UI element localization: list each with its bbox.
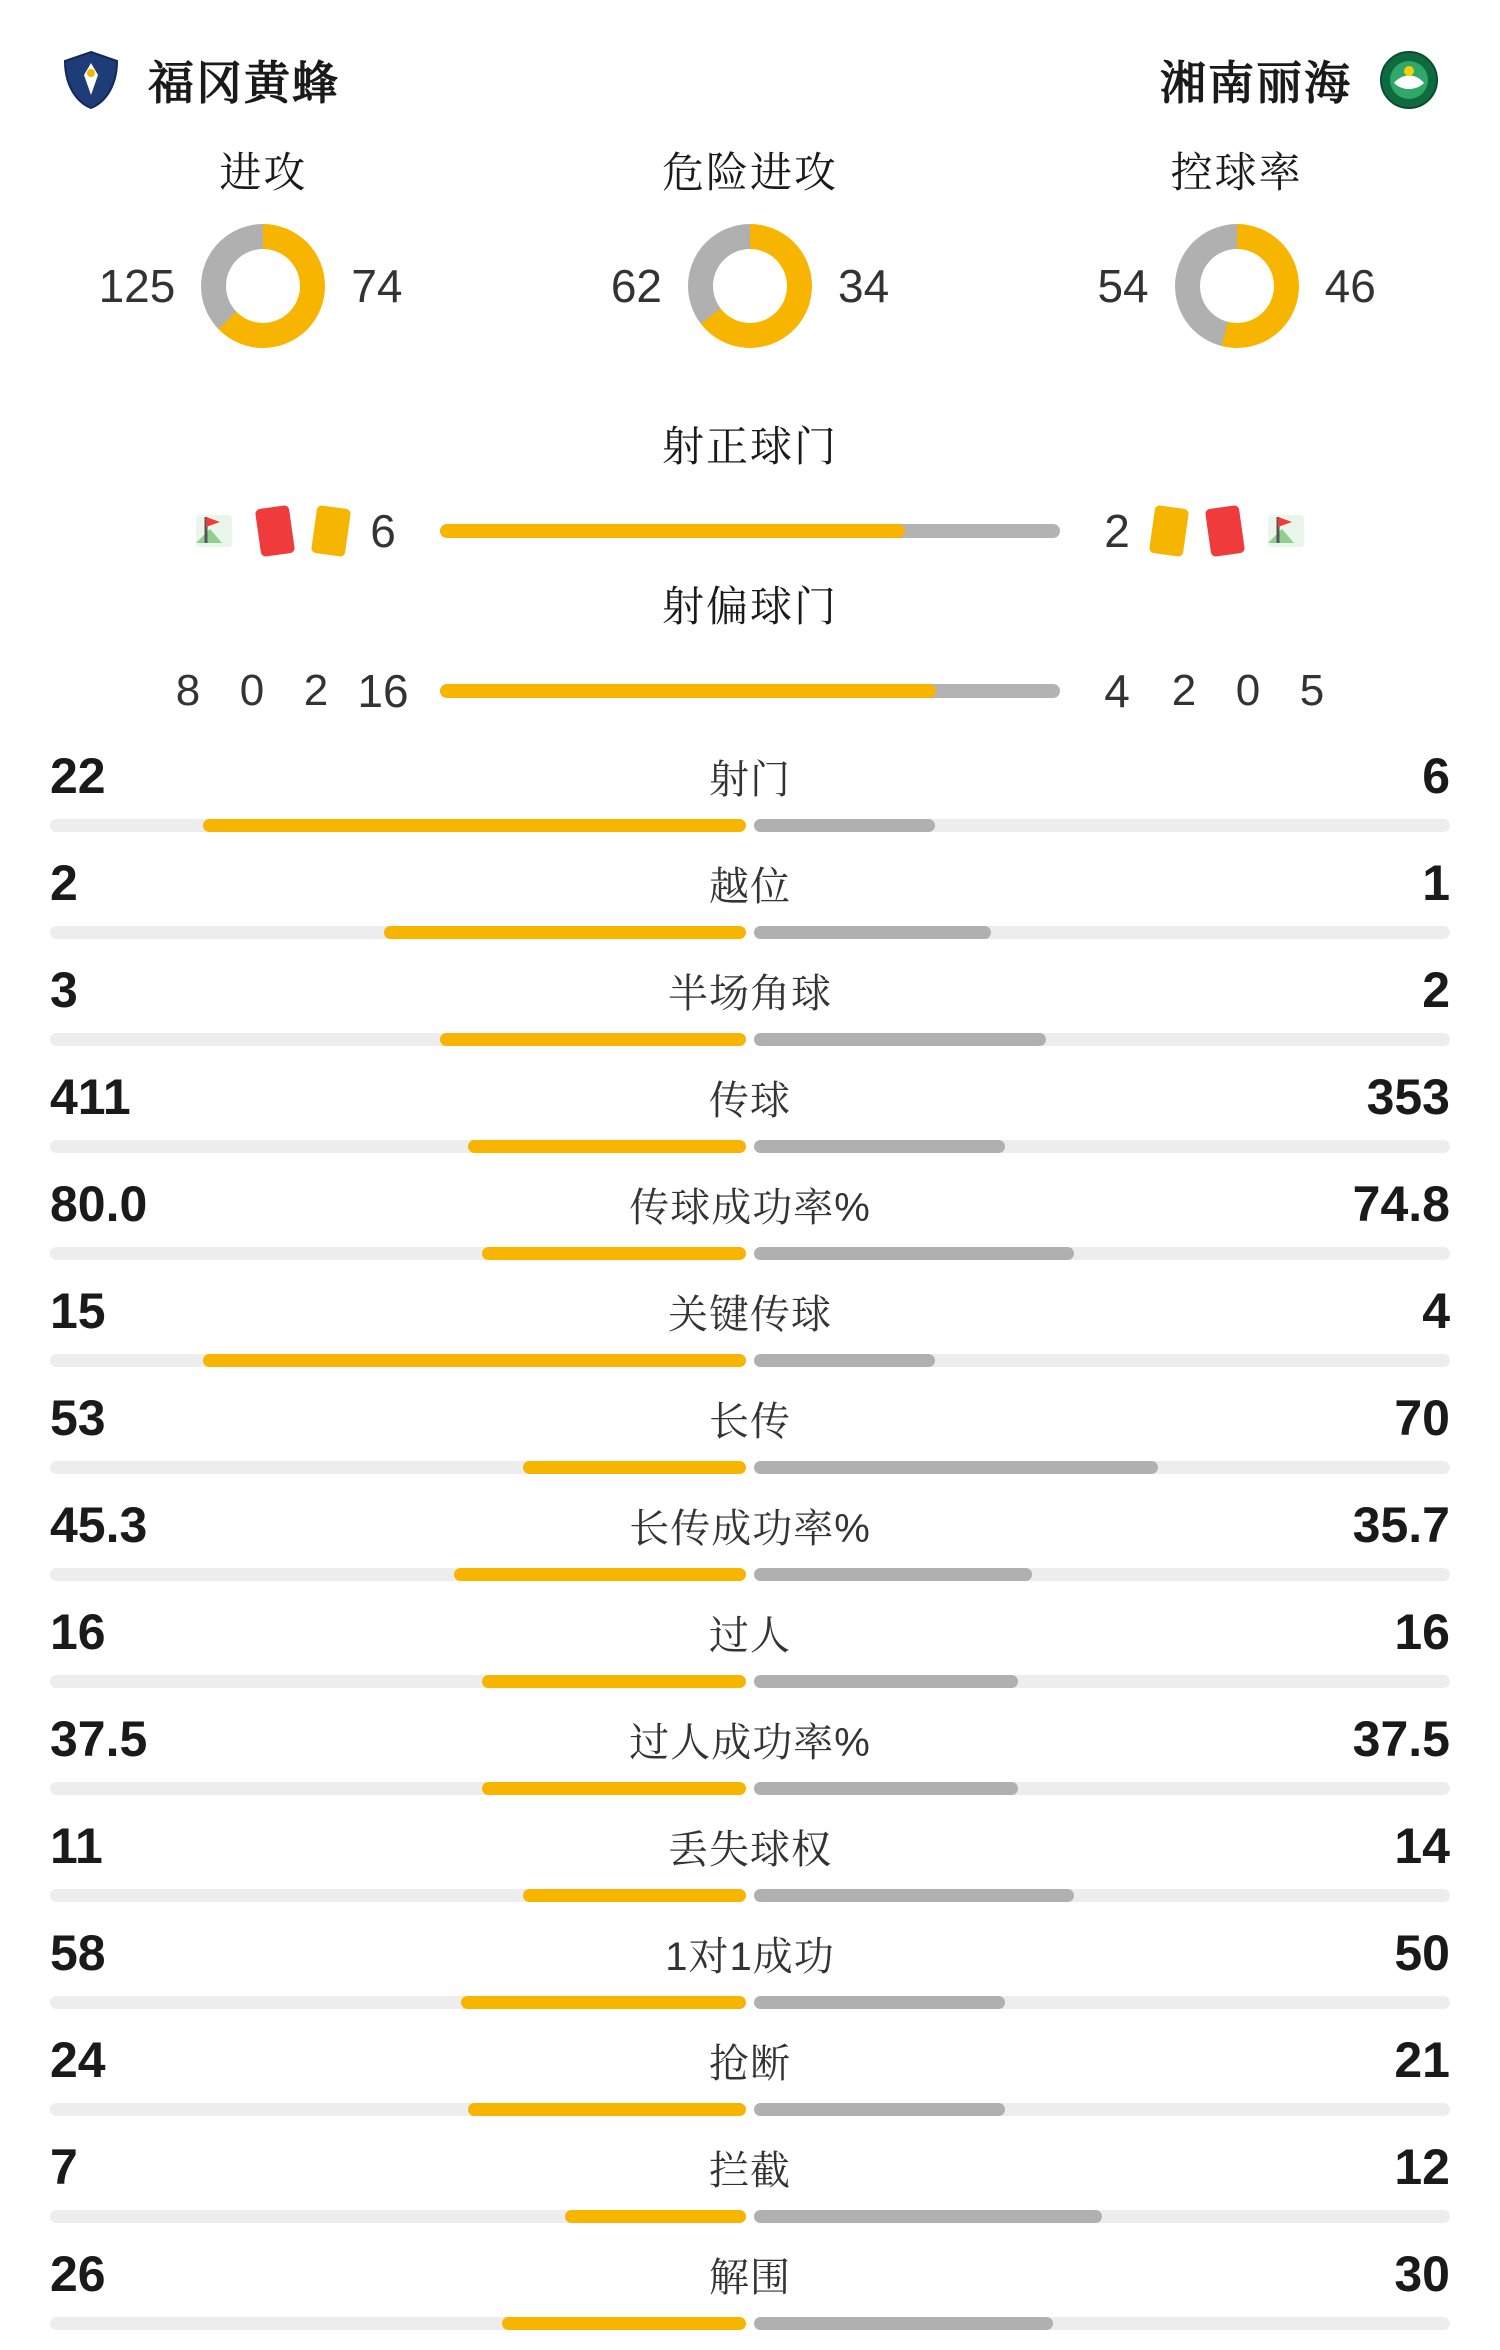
bar-track (754, 1782, 1450, 1795)
stat-label: 抢断 (709, 2041, 791, 2086)
red-card-icon (1205, 505, 1245, 557)
bar-fill-home (454, 1568, 746, 1581)
bar-track (754, 1461, 1450, 1474)
bar-fill-home (440, 684, 936, 698)
bar-track (754, 1568, 1450, 1581)
bar-fill-home (482, 1675, 746, 1688)
bar-fill-away (754, 1568, 1032, 1581)
stat-row (50, 849, 1450, 956)
donut-home-value: 125 (98, 260, 176, 312)
bar-fill-home (523, 1461, 746, 1474)
bar-fill-away (754, 1782, 1018, 1795)
shots-on-target-label: 射正球门 (661, 423, 838, 470)
bar-track (50, 2317, 746, 2330)
bar-fill-home (203, 1354, 746, 1367)
stat-away-value: 70 (1394, 1390, 1450, 1446)
bar-fill-away (754, 2210, 1102, 2223)
bar-fill-away (754, 2317, 1053, 2330)
stat-row (50, 1170, 1450, 1277)
stat-home-value: 11 (50, 1818, 103, 1874)
donut-away-value: 34 (837, 260, 890, 312)
bar-fill-away (754, 1675, 1018, 1688)
stat-bar-home (50, 1033, 746, 1046)
stat-bar-home (50, 1140, 746, 1153)
away-icons-group (1152, 507, 1308, 555)
shots-off-target-label: 射偏球门 (661, 583, 838, 630)
stat-away-value: 30 (1394, 2246, 1450, 2302)
shots-on-target-bar (440, 524, 1060, 538)
stat-label: 射门 (709, 757, 791, 802)
stat-bar-home (50, 1247, 746, 1260)
stat-label: 解围 (709, 2255, 791, 2300)
stat-bar-away (754, 819, 1450, 832)
stat-row (50, 1705, 1450, 1812)
bar-fill-away (754, 819, 935, 832)
bar-track (50, 2210, 746, 2223)
donut-title: 控球率 (1170, 149, 1303, 196)
bar-fill-home (468, 2103, 746, 2116)
bar-track (50, 926, 746, 939)
stat-away-value: 6 (1422, 748, 1450, 804)
stat-row (50, 956, 1450, 1063)
bar-fill-away (754, 1996, 1005, 2009)
bar-fill-home (502, 2317, 746, 2330)
stat-home-value: 45.3 (50, 1497, 148, 1553)
bar-track (50, 1461, 746, 1474)
bar-track (754, 1247, 1450, 1260)
bar-track (754, 926, 1450, 939)
stat-row (50, 2133, 1450, 2240)
shots-on-target-row (40, 488, 1460, 574)
stat-home-value: 16 (50, 1604, 106, 1660)
bar-track (50, 1354, 746, 1367)
bar-fill-away (754, 1247, 1074, 1260)
stat-away-value: 35.7 (1352, 1497, 1450, 1553)
home-yellow-card-count: 2 (303, 666, 329, 715)
stat-away-value: 16 (1394, 1604, 1450, 1660)
away-team (1160, 47, 1440, 113)
bar-track (50, 1996, 746, 2009)
stat-bar-away (754, 1675, 1450, 1688)
bar-track (754, 2210, 1450, 2223)
donut-away-value: 74 (351, 260, 403, 312)
donut-title: 危险进攻 (661, 149, 838, 196)
shots-off-target-away: 4 (1104, 665, 1130, 717)
stat-row (50, 1491, 1450, 1598)
club-crest-icon (60, 49, 122, 111)
shots-section (0, 390, 1500, 734)
donut-away-value: 46 (1324, 260, 1376, 312)
stat-label: 传球 (709, 1078, 791, 1123)
stat-bar-home (50, 1889, 746, 1902)
away-red-card-count: 0 (1235, 666, 1261, 715)
yellow-card-icon (1149, 505, 1189, 557)
stat-bar-away (754, 1996, 1450, 2009)
stat-label: 传球成功率% (629, 1185, 871, 1230)
stat-label: 半场角球 (668, 971, 832, 1016)
stat-bar-away (754, 926, 1450, 939)
stat-bar-home (50, 1354, 746, 1367)
stat-label: 丢失球权 (668, 1827, 832, 1872)
stat-away-value: 14 (1394, 1818, 1450, 1874)
home-corner-count: 8 (175, 666, 201, 715)
bar-track (754, 1675, 1450, 1688)
corner-flag-icon (1264, 509, 1308, 553)
yellow-card-icon (311, 505, 351, 557)
away-corner-count: 5 (1299, 666, 1325, 715)
home-icons-group (192, 507, 348, 555)
stat-label: 1对1成功 (665, 1934, 835, 1979)
shots-off-target-home: 16 (357, 665, 409, 717)
bar-fill-away (754, 1354, 935, 1367)
bar-fill-home (440, 1033, 746, 1046)
bar-track (50, 1140, 746, 1153)
stat-bar-away (754, 2317, 1450, 2330)
stat-bar-home (50, 2103, 746, 2116)
stat-bar-away (754, 1461, 1450, 1474)
stat-row (50, 742, 1450, 849)
shots-off-target-row (40, 648, 1460, 734)
bar-fill-home (482, 1247, 746, 1260)
bar-fill-away (754, 1461, 1158, 1474)
club-crest-icon (1378, 49, 1440, 111)
bar-track (50, 1033, 746, 1046)
bar-fill-home (203, 819, 746, 832)
away-team-name: 湘南丽海 (1160, 57, 1352, 109)
stat-home-value: 80.0 (50, 1176, 148, 1232)
bar-fill-home (565, 2210, 746, 2223)
match-header (0, 0, 1500, 130)
bar-track (50, 1247, 746, 1260)
stat-label: 过人 (709, 1613, 791, 1658)
stat-label: 长传 (709, 1399, 791, 1444)
bar-track (50, 1889, 746, 1902)
stat-home-value: 15 (50, 1283, 106, 1339)
stat-bar-home (50, 1461, 746, 1474)
bar-fill-home (461, 1996, 746, 2009)
bar-track (440, 524, 1060, 538)
bar-fill-home (384, 926, 746, 939)
bar-track (50, 1568, 746, 1581)
stat-row (50, 1919, 1450, 2026)
bar-track (754, 1033, 1450, 1046)
stat-bar-home (50, 1675, 746, 1688)
stat-home-value: 411 (50, 1069, 131, 1125)
shots-on-target-home: 6 (370, 505, 396, 557)
stat-label: 关键传球 (668, 1292, 832, 1337)
stat-away-value: 50 (1394, 1925, 1450, 1981)
bar-track (50, 2103, 746, 2116)
stat-bar-home (50, 819, 746, 832)
bar-track (754, 1889, 1450, 1902)
donut-stats-row (0, 130, 1500, 390)
home-team-name: 福冈黄蜂 (148, 57, 340, 109)
stat-away-value: 1 (1422, 855, 1450, 911)
donut-block-dangerous-attacks (520, 140, 980, 348)
stat-home-value: 22 (50, 748, 106, 804)
donut-home-value: 54 (1097, 260, 1149, 312)
stat-bar-home (50, 2317, 746, 2330)
home-team (60, 47, 340, 113)
bar-track (50, 819, 746, 832)
stat-home-value: 53 (50, 1390, 106, 1446)
donut-block-attacks (33, 140, 493, 348)
stat-bar-home (50, 2210, 746, 2223)
stat-bar-away (754, 2103, 1450, 2116)
stat-bar-away (754, 1140, 1450, 1153)
stat-home-value: 2 (50, 855, 78, 911)
bar-fill-home (440, 524, 905, 538)
stat-away-value: 37.5 (1352, 1711, 1450, 1767)
home-red-card-count: 0 (239, 666, 265, 715)
stat-away-value: 12 (1394, 2139, 1450, 2195)
bar-track (754, 2103, 1450, 2116)
stat-home-value: 3 (50, 962, 78, 1018)
bar-fill-away (754, 1889, 1074, 1902)
donut-block-possession (1007, 140, 1467, 348)
stat-row (50, 1277, 1450, 1384)
bar-fill-away (754, 926, 991, 939)
stat-bar-away (754, 1247, 1450, 1260)
stat-bar-away (754, 1568, 1450, 1581)
stat-row (50, 1063, 1450, 1170)
stat-bar-away (754, 1033, 1450, 1046)
stat-row (50, 2240, 1450, 2347)
donut-chart-attacks (201, 224, 325, 348)
bar-track (50, 1675, 746, 1688)
bar-fill-home (468, 1140, 746, 1153)
stat-row (50, 2026, 1450, 2133)
bar-track (754, 819, 1450, 832)
bar-track (754, 1140, 1450, 1153)
red-card-icon (255, 505, 295, 557)
stats-list (0, 734, 1500, 2347)
bar-track (50, 1782, 746, 1795)
donut-chart-dangerous-attacks (688, 224, 812, 348)
stat-home-value: 26 (50, 2246, 106, 2302)
stat-row (50, 1384, 1450, 1491)
stat-bar-away (754, 1354, 1450, 1367)
bar-track (440, 684, 1060, 698)
stat-home-value: 24 (50, 2032, 106, 2088)
stat-bar-home (50, 1782, 746, 1795)
bar-fill-away (754, 1033, 1046, 1046)
stat-home-value: 7 (50, 2139, 78, 2195)
stat-away-value: 353 (1366, 1069, 1450, 1125)
stat-bar-away (754, 2210, 1450, 2223)
stat-away-value: 2 (1422, 962, 1450, 1018)
stat-away-value: 4 (1422, 1283, 1450, 1339)
stat-bar-home (50, 1568, 746, 1581)
away-yellow-card-count: 2 (1171, 666, 1197, 715)
stat-bar-home (50, 926, 746, 939)
stat-home-value: 58 (50, 1925, 106, 1981)
shots-on-target-away: 2 (1104, 505, 1130, 557)
corner-flag-icon (192, 509, 236, 553)
stat-bar-away (754, 1782, 1450, 1795)
stat-label: 过人成功率% (629, 1720, 871, 1765)
stat-away-value: 74.8 (1352, 1176, 1450, 1232)
stat-bar-home (50, 1996, 746, 2009)
donut-home-value: 62 (610, 260, 662, 312)
bar-track (754, 1996, 1450, 2009)
donut-chart-possession (1175, 224, 1299, 348)
shots-off-target-bar (440, 684, 1060, 698)
bar-fill-away (754, 1140, 1005, 1153)
stat-label: 拦截 (709, 2148, 791, 2193)
stat-label: 越位 (709, 864, 791, 909)
bar-track (754, 1354, 1450, 1367)
stat-row (50, 1812, 1450, 1919)
bar-fill-away (754, 2103, 1005, 2116)
bar-track (754, 2317, 1450, 2330)
bar-fill-home (523, 1889, 746, 1902)
stat-label: 长传成功率% (629, 1506, 871, 1551)
stat-home-value: 37.5 (50, 1711, 148, 1767)
stat-bar-away (754, 1889, 1450, 1902)
donut-title: 进攻 (219, 149, 308, 196)
bar-fill-home (482, 1782, 746, 1795)
stat-away-value: 21 (1394, 2032, 1450, 2088)
stat-row (50, 1598, 1450, 1705)
